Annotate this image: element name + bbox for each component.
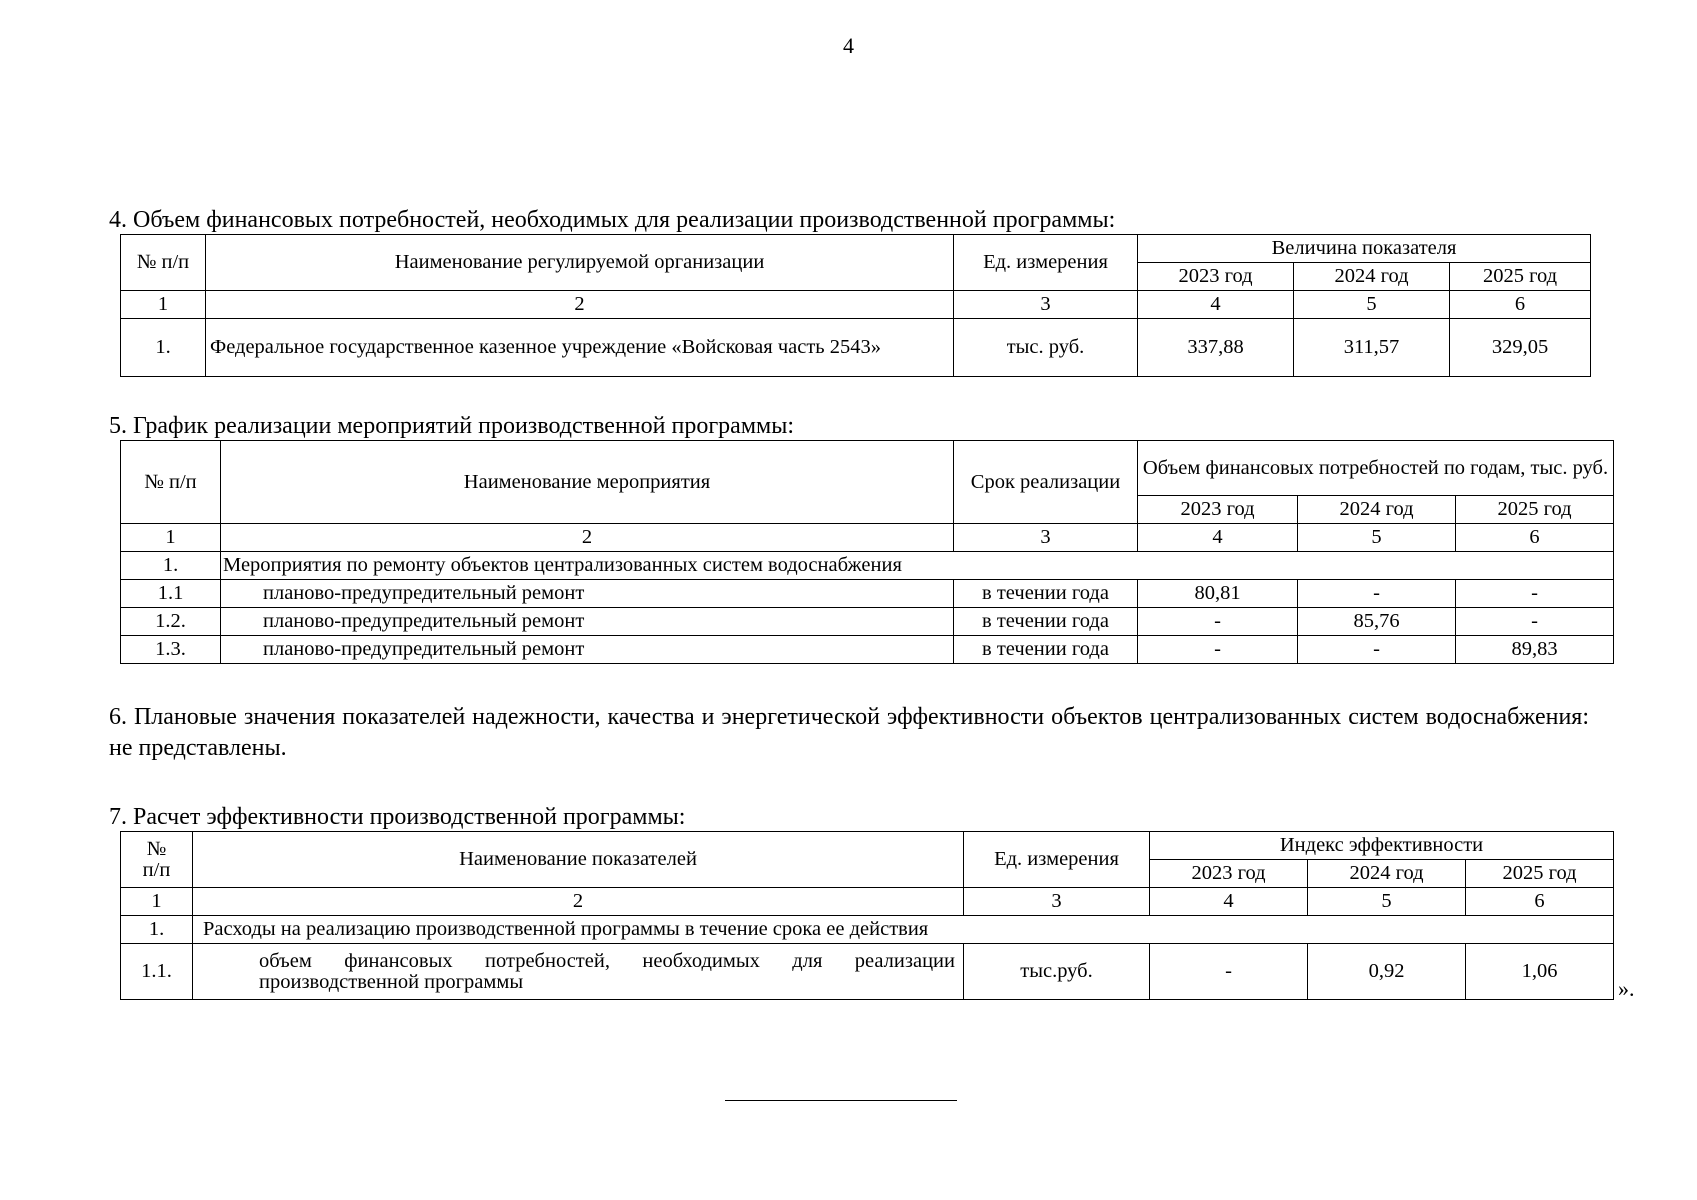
value-2024: -: [1298, 580, 1456, 608]
colnum-cell: 2: [221, 524, 954, 552]
group-row: [121, 552, 1614, 580]
colnum-cell: 5: [1298, 524, 1456, 552]
header-indicator-value: Величина показателя: [1138, 235, 1591, 263]
end-rule: [725, 1100, 957, 1101]
value-2023: -: [1138, 608, 1298, 636]
colnum-cell: 4: [1138, 291, 1294, 319]
header-organization: Наименование регулируемой организации: [206, 235, 954, 291]
table-row: [121, 944, 1614, 1000]
row-num: 1.: [121, 916, 193, 944]
row-num: 1.2.: [121, 608, 221, 636]
page-number: 4: [843, 33, 854, 58]
colnum-cell: 6: [1456, 524, 1614, 552]
value-2023: 337,88: [1138, 319, 1294, 377]
table-row: [121, 636, 1614, 664]
colnum-cell: 5: [1294, 291, 1450, 319]
header-num: № п/п: [121, 441, 221, 524]
activity-term: в течении года: [954, 580, 1138, 608]
closing-quote-mark: ».: [1618, 976, 1635, 1001]
colnum-cell: 5: [1308, 888, 1466, 916]
indicator-name-line2: производственной программы: [259, 970, 524, 993]
colnum-cell: 1: [121, 524, 221, 552]
table-row: [121, 580, 1614, 608]
colnum-cell: 6: [1450, 291, 1591, 319]
value-2023: 80,81: [1138, 580, 1298, 608]
value-2024: -: [1298, 636, 1456, 664]
value-2025: 89,83: [1456, 636, 1614, 664]
row-num: 1.: [121, 552, 221, 580]
row-unit: тыс.руб.: [964, 944, 1150, 1000]
header-year-2025: 2025 год: [1466, 860, 1614, 888]
colnum-cell: 4: [1150, 888, 1308, 916]
header-term: Срок реализации: [954, 441, 1138, 524]
header-num-line1: №: [146, 837, 167, 860]
activity-name: планово-предупредительный ремонт: [221, 580, 954, 608]
header-num: № п/п: [121, 235, 206, 291]
colnum-cell: 2: [206, 291, 954, 319]
value-2023: -: [1150, 944, 1308, 1000]
header-year-2024: 2024 год: [1294, 263, 1450, 291]
value-2025: -: [1456, 580, 1614, 608]
indicator-name: [193, 944, 964, 1000]
value-2023: -: [1138, 636, 1298, 664]
section-5-heading: 5. График реализации мероприятий производственной программы:: [109, 413, 794, 439]
header-year-2023: 2023 год: [1138, 496, 1298, 524]
efficiency-table: [120, 831, 1614, 1000]
header-year-2024: 2024 год: [1298, 496, 1456, 524]
row-num: 1.: [121, 319, 206, 377]
indicator-name-line1: объем финансовых потребностей, необходимых для реализации: [259, 949, 955, 972]
header-activity: Наименование мероприятия: [221, 441, 954, 524]
colnum-cell: 3: [954, 524, 1138, 552]
header-num: [121, 832, 193, 888]
header-year-2024: 2024 год: [1308, 860, 1466, 888]
header-efficiency-index: Индекс эффективности: [1150, 832, 1614, 860]
row-num: 1.3.: [121, 636, 221, 664]
header-year-2025: 2025 год: [1456, 496, 1614, 524]
activity-name: планово-предупредительный ремонт: [221, 636, 954, 664]
value-2025: -: [1456, 608, 1614, 636]
colnum-cell: 3: [964, 888, 1150, 916]
table-row: [121, 319, 1591, 377]
activity-term: в течении года: [954, 608, 1138, 636]
column-number-row: [121, 888, 1614, 916]
header-financial-needs: Объем финансовых потребностей по годам, тыс. руб.: [1138, 441, 1614, 496]
colnum-cell: 4: [1138, 524, 1298, 552]
value-2025: 329,05: [1450, 319, 1591, 377]
row-unit: тыс. руб.: [954, 319, 1138, 377]
header-indicator-name: Наименование показателей: [193, 832, 964, 888]
colnum-cell: 3: [954, 291, 1138, 319]
row-num: 1.1.: [121, 944, 193, 1000]
header-num-line2: п/п: [142, 858, 171, 881]
column-number-row: [121, 524, 1614, 552]
header-unit: Ед. измерения: [954, 235, 1138, 291]
value-2024: 311,57: [1294, 319, 1450, 377]
header-year-2023: 2023 год: [1150, 860, 1308, 888]
activity-term: в течении года: [954, 636, 1138, 664]
header-unit: Ед. измерения: [964, 832, 1150, 888]
column-number-row: [121, 291, 1591, 319]
table-row: [121, 608, 1614, 636]
section-6-text: 6. Плановые значения показателей надежности, качества и энергетической эффективности объектов централизованных систем водоснабжения: не представлены.: [109, 704, 1589, 761]
organization-name: Федеральное государственное казенное учреждение «Войсковая часть 2543»: [206, 319, 954, 377]
financial-needs-table: [120, 234, 1591, 377]
colnum-cell: 6: [1466, 888, 1614, 916]
group-row-title: Расходы на реализацию производственной программы в течение срока ее действия: [193, 916, 1614, 944]
value-2025: 1,06: [1466, 944, 1614, 1000]
section-4-heading: 4. Объем финансовых потребностей, необходимых для реализации производственной программы:: [109, 207, 1116, 233]
value-2024: 0,92: [1308, 944, 1466, 1000]
group-row: [121, 916, 1614, 944]
colnum-cell: 1: [121, 888, 193, 916]
group-row-title: Мероприятия по ремонту объектов централизованных систем водоснабжения: [221, 552, 1614, 580]
schedule-table: [120, 440, 1614, 664]
row-num: 1.1: [121, 580, 221, 608]
header-year-2023: 2023 год: [1138, 263, 1294, 291]
colnum-cell: 2: [193, 888, 964, 916]
header-year-2025: 2025 год: [1450, 263, 1591, 291]
value-2024: 85,76: [1298, 608, 1456, 636]
colnum-cell: 1: [121, 291, 206, 319]
section-7-heading: 7. Расчет эффективности производственной программы:: [109, 804, 686, 830]
activity-name: планово-предупредительный ремонт: [221, 608, 954, 636]
